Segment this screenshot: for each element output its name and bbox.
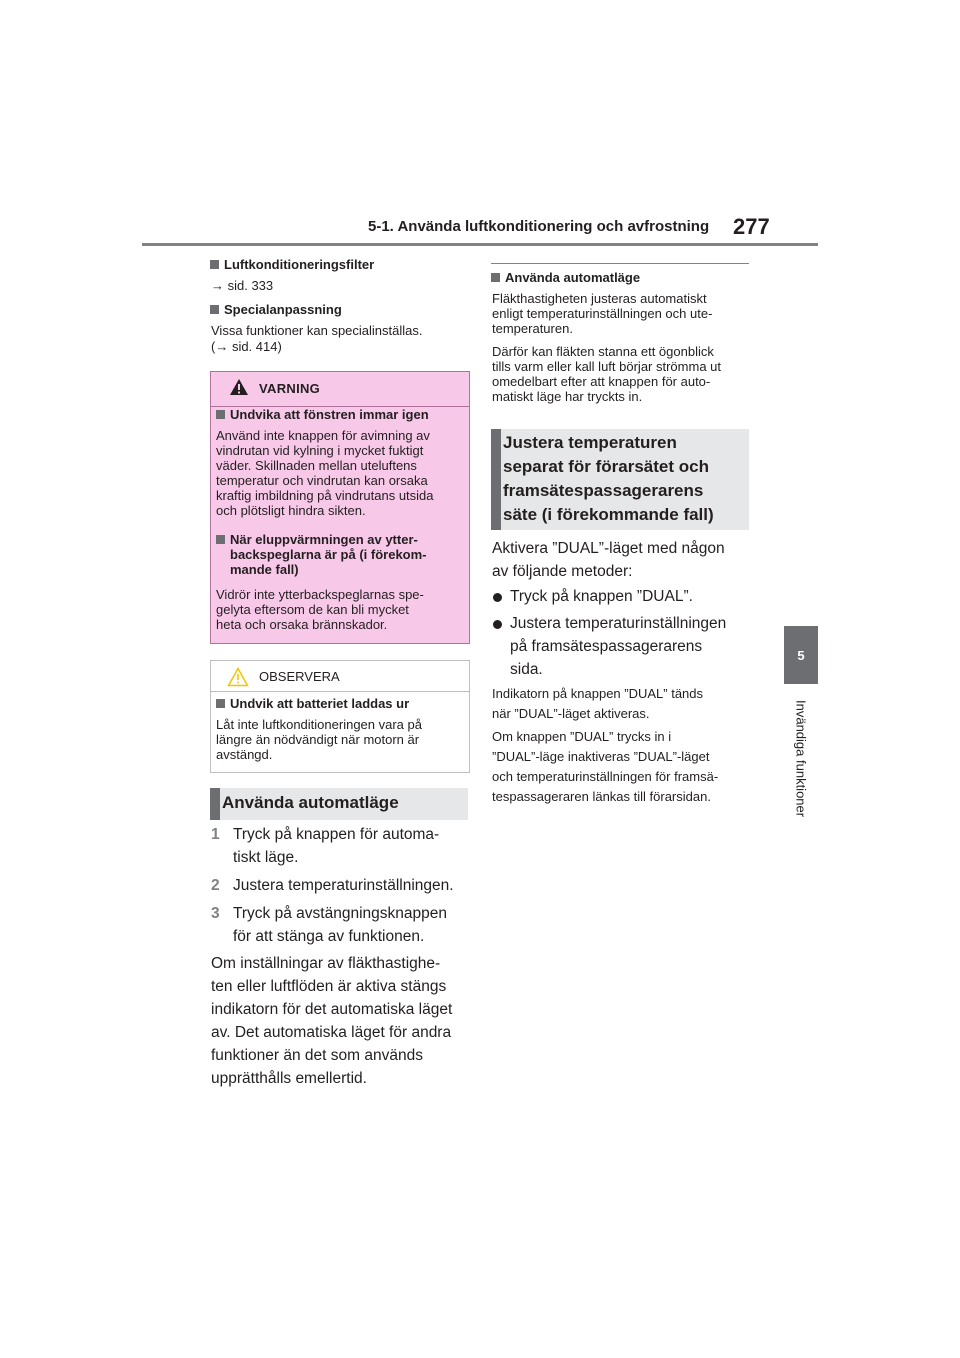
filter-heading: Luftkonditioneringsfilter [210, 257, 374, 272]
step-list [211, 823, 471, 948]
square-bullet-icon [216, 699, 225, 708]
notice-text: Låt inte luftkonditioneringen vara på längre än nödvändigt när motorn är avstängd. [216, 717, 422, 762]
step-item: 1 Tryck på knappen för automa- tiskt läge. [211, 826, 440, 866]
dual-note-2: Om knappen ”DUAL” trycks in i ”DUAL”-läge inaktiveras ”DUAL”-läget och temperaturinställningen för framsä- tespassageraren länkas till förarsidan. [492, 729, 719, 804]
right-column-rule [491, 263, 749, 264]
dual-intro: Aktivera ”DUAL”-läget med någon av följande metoder: [492, 540, 725, 580]
header-rule [142, 243, 818, 246]
square-bullet-icon [216, 410, 225, 419]
bullet-dot-icon [493, 620, 502, 629]
auto-mode-heading: Använda automatläge [491, 270, 640, 285]
notice-header [211, 661, 469, 692]
step-item: 2 Justera temperaturinställningen. [211, 877, 454, 894]
notice-heading: Undvik att batteriet laddas ur [216, 696, 409, 711]
chapter-tab: 5 [784, 626, 818, 684]
page-number: 277 [733, 214, 770, 239]
bullet-dot-icon [493, 593, 502, 602]
auto-mode-section-title: Använda automatläge [210, 788, 468, 820]
auto-mode-text-2: Därför kan fläkten stanna ett ögonblick tills varm eller kall luft börjar strömma ut omedelbart efter att knappen för auto- matiskt läge har tryckts in. [492, 344, 721, 404]
square-bullet-icon [210, 305, 219, 314]
list-item: Justera temperaturinställningen på framsätespassagerarens sida. [492, 612, 762, 681]
warning-box [210, 371, 470, 644]
warning-item2-text: Vidrör inte ytterbackspeglarnas spe- gelyta eftersom de kan bli mycket heta och orsaka brännskador. [216, 587, 424, 632]
dual-note-1: Indikatorn på knappen ”DUAL” tänds när ”DUAL”-läget aktiveras. [492, 686, 704, 721]
dual-section-title: Justera temperaturen separat för förarsätet och framsätespassagerarens säte (i förekommande fall) [491, 429, 749, 530]
header-title: 5-1. Använda luftkonditionering och avfrostning [368, 218, 710, 235]
warning-item2-heading: När eluppvärmningen av ytter- backspeglarna är på (i förekom- mande fall) [216, 532, 427, 577]
custom-heading: Specialanpassning [210, 302, 342, 317]
step-item: 3 Tryck på avstängningsknappen för att stänga av funktionen. [211, 905, 447, 945]
auto-mode-text-1: Fläkthastigheten justeras automatiskt enligt temperaturinställningen och ute- temperaturen. [492, 291, 713, 336]
square-bullet-icon [216, 535, 225, 544]
custom-text: Vissa funktioner kan specialinställas. [211, 323, 423, 338]
notice-box [210, 660, 470, 773]
square-bullet-icon [491, 273, 500, 282]
warning-title: VARNING [259, 381, 321, 396]
warning-triangle-icon [229, 378, 249, 396]
auto-mode-paragraph: Om inställningar av fläkthastighe- ten eller luftflöden är aktiva stängs indikatorn för det automatiska läget av. Det automatiska läget för andra funktioner än det som används upprätthålls emellertid. [211, 955, 453, 1087]
filter-page-link[interactable]: → sid. 333 [211, 278, 274, 293]
chapter-label [784, 700, 818, 840]
warning-item1-text: Använd inte knappen för avimning av vindrutan vid kylning i mycket fuktigt väder. Skillnaden mellan uteluftens temperatur och vindrutan kan orsaka kraftig imbildning på vindrutans utsida och plötsligt hindra sikten. [216, 428, 434, 518]
square-bullet-icon [210, 260, 219, 269]
notice-title: OBSERVERA [259, 669, 340, 684]
caution-triangle-icon [227, 667, 249, 687]
custom-page-link[interactable]: (→ sid. 414) [211, 339, 282, 354]
chapter-label-text: Invändiga funktioner [793, 700, 809, 818]
list-item: Tryck på knappen ”DUAL”. [492, 585, 762, 608]
warning-item1-heading: Undvika att fönstren immar igen [216, 407, 429, 422]
warning-header [211, 372, 469, 407]
dual-methods-list [492, 585, 762, 681]
